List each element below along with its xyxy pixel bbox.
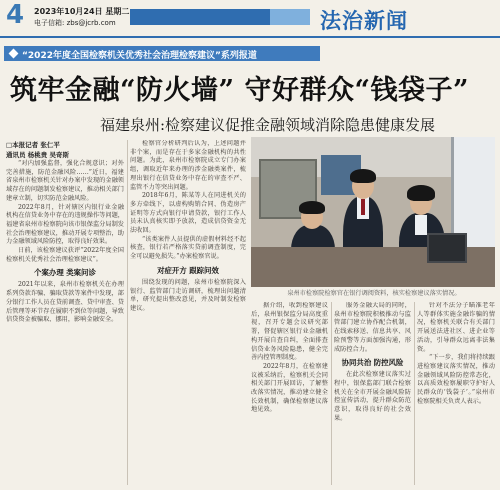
diamond-bullet-icon [9, 49, 19, 59]
masthead-rule [0, 36, 500, 38]
section-heading: 个案办理 类案问诊 [34, 268, 96, 278]
text-column-3 [251, 302, 328, 485]
paragraph: 2018年6月，陈某等人在同进机关的多方牵线下，以虚构购销合同、伪造房产证明等方式向银行申请贷款，银行工作人员未认真核实即予放款，造成信贷资金无法收回。 [130, 192, 246, 235]
text-column-5 [417, 302, 495, 485]
paragraph: 2022年8月，针对辖区内银行业金融机构在信贷业务中存在的违规操作等问题，福建省泉州市检察院向该市银保监分局制发社会治理检察建议，推动开展专项整治，助力金融领域风险防控，取得良好效果。 [6, 203, 124, 246]
article-headline: 筑牢金融“防火墙” 守好群众“钱袋子” [10, 75, 470, 106]
paragraph: 2021年以来，泉州市检察机关在办理系列贷款诈骗、骗取贷款等案件中发现，部分银行工作人员在贷前调查、贷中审查、贷后管理等环节存在履职不到位等问题，导致信贷资金被骗取、挪用，影响金融安全。 [6, 281, 124, 324]
byline-reporter: □本报记者 张仁平 [6, 141, 60, 149]
section-heading: 对症开方 跟踪问效 [157, 265, 219, 275]
column-divider [331, 302, 332, 485]
paragraph: “下一步，我们将持续跟进检察建议落实情况，推动金融领域风险防控常态化，以高质效检察履职守护好人民群众的‘钱袋子’。”泉州市检察院相关负责人表示。 [417, 354, 495, 405]
paragraph: “该类案件人员提供的虚假材料经不起核查，银行若严格落实贷前调查制度，完全可以避免损失。”办案检察官说。 [130, 235, 246, 261]
masthead-band-accent [270, 9, 310, 25]
column-divider [414, 302, 415, 485]
text-column-1 [6, 140, 124, 485]
issue-date: 2023年10月24日 星期二 [34, 7, 130, 16]
paragraph: 2022年8月，在检察建议被采纳后，检察机关会同相关部门开展回访，了解整改落实情况，推动建立健全长效机制，确保检察建议落地见效。 [251, 362, 328, 414]
paragraph: “对内加强监督，强化合规意识；对外完善措施，防范金融风险……”近日，福建省泉州市检察机关针对办案中发现的金融领域存在的问题制发检察建议，推动相关部门建章立制，切实防范金融风险。 [6, 160, 124, 202]
section-title: 法治新闻 [320, 9, 408, 33]
series-banner-text: “2022年度全国检察机关优秀社会治理检察建议”系列报道 [22, 51, 257, 61]
photo-caption: 泉州市检察院检察官在银行调阅资料，核实检察建议落实情况。 [287, 290, 461, 297]
series-banner [4, 46, 320, 61]
paragraph: 围绕发现的问题，泉州市检察院深入银行、监管部门走访调研，梳理出问题清单，研究提出整改意见，并及时制发检察建议。 [130, 278, 246, 312]
text-column-4 [334, 302, 411, 485]
page-number: 4 [6, 0, 25, 30]
article-subheadline: 福建泉州:检察建议促推金融领域消除隐患健康发展 [100, 116, 436, 134]
paragraph: 服务金融大局的同时，泉州市检察院积极推动与监管部门建立协作配合机制，在线索移送、信息共享、风险预警等方面加强沟通，形成防控合力。 [334, 302, 411, 353]
news-photo [251, 137, 495, 287]
paragraph: 在此次检察建议落实过程中，银保监部门联合检察机关在全市开展金融风险防控宣传活动，提升群众防范意识，取得良好的社会效果。 [334, 371, 411, 422]
paragraph: 据介绍，收到检察建议后，泉州银保监分局高度重视，召开专题会议研究部署，督促辖区银行业金融机构开展自查自纠，全面排查信贷业务风险隐患，健全完善内控管理制度。 [251, 302, 328, 362]
masthead [0, 0, 500, 42]
text-column-2 [130, 140, 246, 485]
column-divider [127, 140, 128, 485]
byline-correspondents: 通讯员 杨桃贵 吴奇斯 [6, 151, 70, 159]
paragraph: 检察官分析研判后认为，上述问题并非个案，而是存在于多家金融机构的共性问题。为此，泉州市检察院成立专门办案组，调取近年来办理的涉金融类案件，梳理出银行在信贷业务中存在的审查不严、监管不力等突出问题。 [130, 140, 246, 191]
paragraph: 日前，该检察建议获评“2022年度全国检察机关优秀社会治理检察建议”。 [6, 247, 124, 263]
section-heading: 协同共治 防控风险 [341, 358, 404, 368]
paragraph: 针对不法分子瞄准老年人等群体实施金融诈骗的情况，检察机关联合有关部门开展送法进社区、进企业等活动，引导群众远离非法集资。 [417, 302, 495, 353]
contact-email: 电子信箱: zbs@jcrb.com [34, 19, 116, 27]
